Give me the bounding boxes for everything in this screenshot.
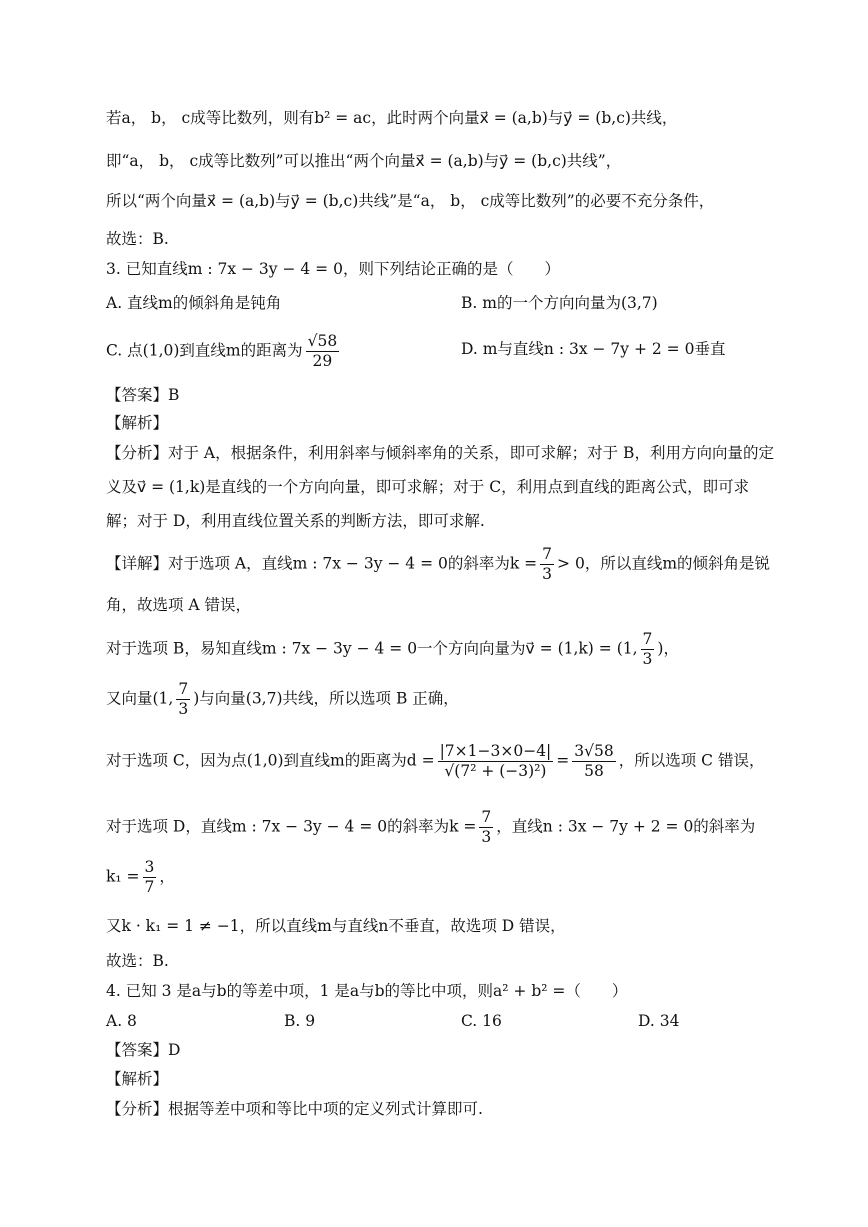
numerator: 3√58 (574, 742, 614, 760)
text-line: 解；对于 D，利用直线位置关系的判断方法，即可求解. (106, 512, 485, 530)
q3-option-a: A. 直线m的倾斜角是钝角 (106, 294, 282, 312)
fraction (572, 742, 615, 781)
numerator: 3 (144, 858, 155, 876)
denominator: 3 (481, 828, 492, 846)
denominator: 3 (178, 700, 189, 718)
detail-option-a (106, 545, 770, 584)
fraction (540, 545, 554, 584)
detail-a-post: > 0，所以直线m的倾斜角是锐 (557, 554, 771, 573)
numerator: 7 (481, 808, 492, 826)
fraction (176, 680, 190, 719)
fraction (438, 742, 554, 781)
text-line: 【答案】B (106, 386, 180, 404)
text-line: 义及v⃗ = (1,k)是直线的一个方向向量，即可求解；对于 C，利用点到直线的距离公式，即可求 (106, 478, 750, 496)
text-line: 3. 已知直线m : 7x − 3y − 4 = 0，则下列结论正确的是（ ） (106, 260, 560, 278)
numerator: √58 (307, 332, 338, 350)
text-line: 【分析】根据等差中项和等比中项的定义列式计算即可. (106, 1100, 483, 1118)
numerator: 7 (542, 545, 553, 563)
q4-option-b: B. 9 (284, 1012, 316, 1030)
q3-option-b: B. m的一个方向向量为(3,7) (461, 294, 658, 312)
detail-option-d (106, 808, 755, 847)
detail-b-post: )， (657, 639, 679, 658)
numerator: |7×1−3×0−4| (439, 742, 552, 760)
text-line: 角，故选项 A 错误， (106, 596, 252, 614)
denominator: 3 (542, 565, 553, 583)
detail-a-pre: 【详解】对于选项 A，直线m : 7x − 3y − 4 = 0的斜率为k = (106, 554, 538, 573)
detail-c-pre: 对于选项 C，因为点(1,0)到直线m的距离为d = (106, 751, 435, 770)
text-line: 【答案】D (106, 1041, 181, 1059)
detail-b-pre: 对于选项 B，易知直线m : 7x − 3y − 4 = 0一个方向向量为v⃗ = (1,k) = (1, (106, 639, 638, 658)
equals-sign: = (556, 751, 570, 770)
numerator: 7 (178, 680, 189, 698)
detail-option-c (106, 742, 764, 781)
detail-b2-post: )与向量(3,7)共线，所以选项 B 正确， (193, 689, 459, 708)
detail-d-post: ，直线n : 3x − 7y + 2 = 0的斜率为 (496, 817, 756, 836)
detail-option-b-2 (106, 680, 459, 719)
q4-option-c: C. 16 (461, 1012, 502, 1030)
text-line: 又k · k₁ = 1 ≠ −1，所以直线m与直线n不垂直，故选项 D 错误， (106, 917, 566, 935)
denominator: 29 (312, 352, 333, 370)
detail-d2-post: ， (159, 867, 175, 886)
numerator: 7 (642, 630, 653, 648)
text-line: 【解析】 (106, 1070, 169, 1088)
fraction (143, 858, 157, 897)
fraction (641, 630, 655, 669)
text-line: 【分析】对于 A，根据条件，利用斜率与倾斜率角的关系，即可求解；对于 B，利用方向向量的定 (106, 444, 774, 462)
detail-b2-pre: 又向量(1, (106, 689, 174, 708)
text-line: 若a， b， c成等比数列，则有b² = ac，此时两个向量x⃗ = (a,b)与y⃗ = (b,c)共线， (106, 109, 678, 127)
q3-option-c-text: C. 点(1,0)到直线m的距离为 (106, 341, 303, 360)
denominator: 7 (144, 878, 155, 896)
detail-c-post: ，所以选项 C 错误， (618, 751, 765, 770)
q3-option-d: D. m与直线n : 3x − 7y + 2 = 0垂直 (461, 340, 726, 358)
denominator: √(7² + (−3)²) (444, 762, 547, 780)
text-line: 即“a， b， c成等比数列”可以推出“两个向量x⃗ = (a,b)与y⃗ = (b,c)共线”， (106, 152, 622, 170)
detail-d-pre: 对于选项 D，直线m : 7x − 3y − 4 = 0的斜率为k = (106, 817, 477, 836)
text-line: 4. 已知 3 是a与b的等差中项，1 是a与b的等比中项，则a² + b² =（ ） (106, 982, 628, 1000)
text-line: 所以“两个向量x⃗ = (a,b)与y⃗ = (b,c)共线”是“a， b， c成等比数列”的必要不充分条件， (106, 192, 715, 210)
fraction (306, 332, 340, 371)
detail-option-b (106, 630, 679, 669)
q4-option-d: D. 34 (638, 1012, 680, 1030)
denominator: 3 (642, 650, 653, 668)
denominator: 58 (584, 762, 604, 780)
detail-d2-pre: k₁ = (106, 867, 140, 886)
text-line: 故选：B. (106, 230, 169, 248)
text-line: 【解析】 (106, 414, 169, 432)
detail-option-d-2 (106, 858, 175, 897)
fraction (479, 808, 493, 847)
q4-option-a: A. 8 (106, 1012, 137, 1030)
text-line: 故选：B. (106, 952, 169, 970)
q3-option-c (106, 332, 342, 371)
